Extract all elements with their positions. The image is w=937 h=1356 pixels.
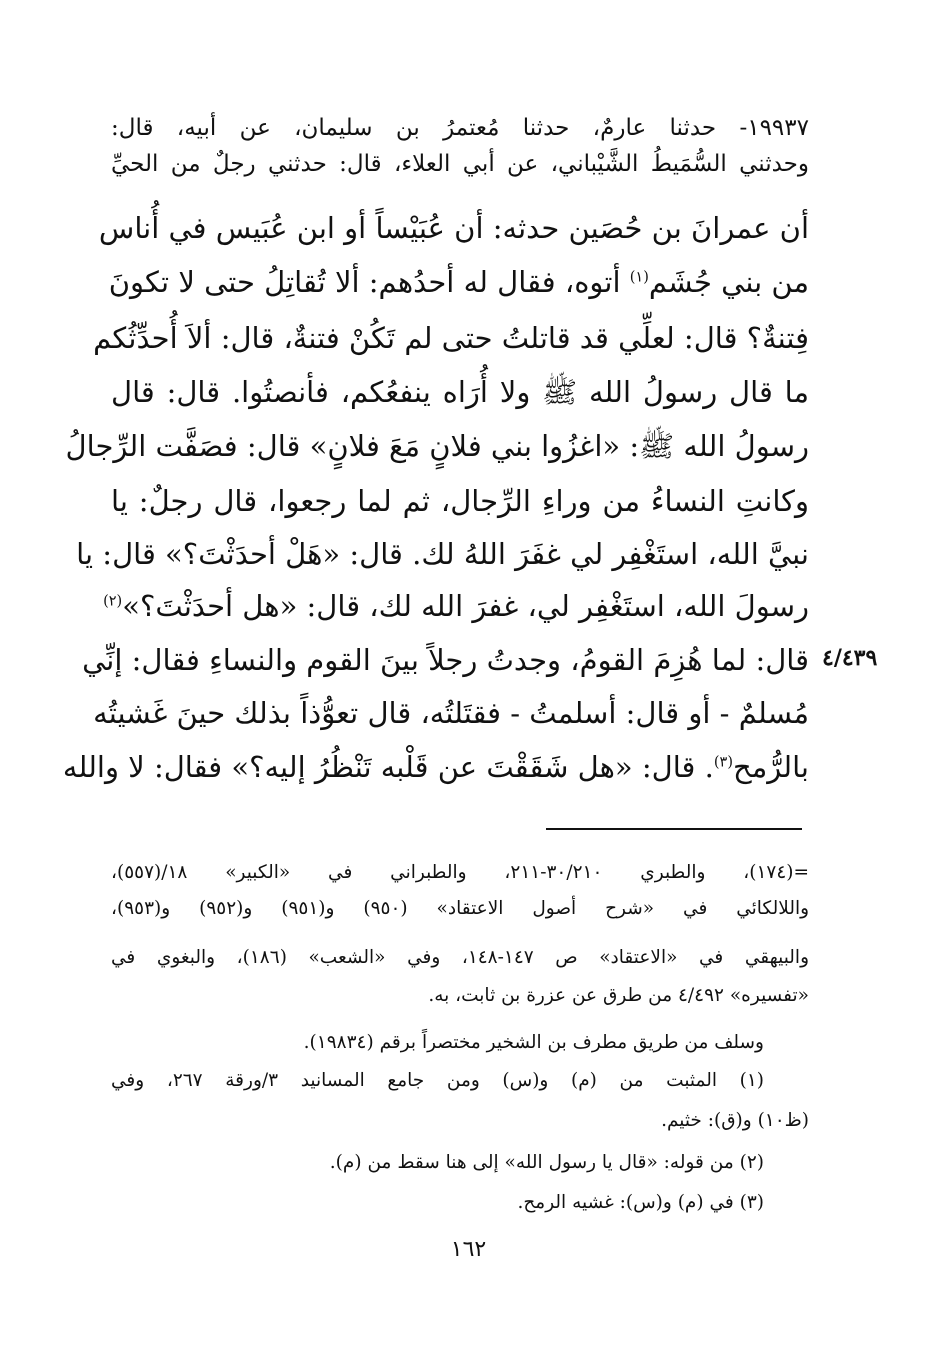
- body-line-7: نبيَّ الله، استَغْفِر لي غفَرَ اللهُ لك. قال: «هَلْ أحدَثْتَ؟» قال: يا: [76, 537, 809, 571]
- footnote-line-4: «تفسيره» ٤/٤٩٢ من طرق عن عزرة بن ثابت، به.: [428, 985, 809, 1006]
- body-line-2-part-b: أتوه، فقال له أحدُهم: ألا تُقاتِلُ حتى لا تكونَ: [108, 265, 621, 299]
- body-line-11-part-b: . قال: «هل شَقَقْتَ عن قَلْبه تَنْظُرُ إليه؟» فقال: لا والله: [62, 750, 714, 784]
- footnote-3: (٣) في (م) و(س): غشيه الرمح.: [517, 1192, 764, 1213]
- hadith-header-line-1: ١٩٩٣٧- حدثنا عارمٌ، حدثنا مُعتمرُ بن سليمان، عن أبيه، قال:: [111, 115, 809, 141]
- footnote-1: (١) المثبت من (م) و(س) ومن جامع المسانيد ٣/ورقة ٢٦٧، وفي: [111, 1070, 764, 1091]
- footnote-line-5: وسلف من طريق مطرف بن الشخير مختصراً برقم (١٩٨٣٤).: [303, 1032, 764, 1053]
- footnote-1-continuation: (ظ١٠) و(ق): خثيم.: [661, 1110, 809, 1131]
- hadith-header-line-2: وحدثني السُّمَيطُ الشَّيْباني، عن أبي العلاء، قال: حدثني رجلٌ من الحيِّ: [111, 151, 809, 177]
- margin-volume-page-reference: ٤/٤٣٩: [822, 645, 878, 671]
- body-line-10: مُسلمٌ - أو قال: أسلمتُ - فقتَلتُه، قال تعوُّذاً بذلك حينَ غَشيتُه: [93, 696, 809, 730]
- footnote-2: (٢) من قوله: «قال يا رسول الله» إلى هنا سقط من (م).: [329, 1152, 764, 1173]
- body-line-8: [103, 584, 809, 628]
- body-line-6: وكانتِ النساءُ من وراءِ الرِّجال، ثم لما رجعوا، قال رجلٌ: يا: [111, 484, 809, 518]
- footnote-separator-rule: [546, 828, 802, 830]
- body-line-2-part-a: من بني جُشَم: [648, 265, 809, 299]
- body-line-5: رسولُ الله ﷺ: «اغزُوا بني فلانٍ مَعَ فلانٍ» قال: فصَفَّت الرِّجالُ: [65, 429, 809, 463]
- body-line-3: فِتنةٌ؟ قال: لعلِّي قد قاتلتُ حتى لم تَكُنْ فتنةٌ، قال: ألاَ أُحدِّثُكم: [93, 321, 809, 355]
- footnote-line-2: واللالكائي في «شرح أصول الاعتقاد» (٩٥٠) و(٩٥١) و(٩٥٢) و(٩٥٣)،: [111, 898, 810, 919]
- footnote-marker-3: (٣): [713, 754, 733, 771]
- footnote-line-1: =(١٧٤)، والطبري ٣٠/٢١٠-٢١١، والطبراني في «الكبير» ١٨/(٥٥٧)،: [111, 862, 809, 883]
- body-line-4: ما قال رسولُ الله ﷺ ولا أُرَاه ينفعُكم، فأنصتُوا. قال: قال: [111, 375, 809, 409]
- body-line-2: [108, 260, 809, 304]
- body-line-11-part-a: بالرُّمح: [733, 750, 809, 784]
- footnote-marker-2: (٢): [103, 593, 123, 610]
- footnote-marker-1: (١): [629, 269, 649, 286]
- page-number: ١٦٢: [450, 1237, 487, 1262]
- body-line-9: قال: لما هُزِمَ القومُ، وجدتُ رجلاً بينَ القوم والنساءِ فقال: إنِّي: [82, 643, 809, 677]
- body-line-1: أن عمرانَ بن حُصَين حدثه: أن عُبَيْساً أو ابن عُبَيس في أُناس: [98, 211, 809, 245]
- footnote-line-3: والبيهقي في «الاعتقاد» ص ١٤٧-١٤٨، وفي «الشعب» (١٨٦)، والبغوي في: [111, 947, 810, 968]
- body-line-11: [62, 745, 809, 789]
- body-line-8-text: رسولَ الله، استَغْفِر لي، غفرَ الله لك، قال: «هل أحدَثْتَ؟»: [122, 589, 809, 623]
